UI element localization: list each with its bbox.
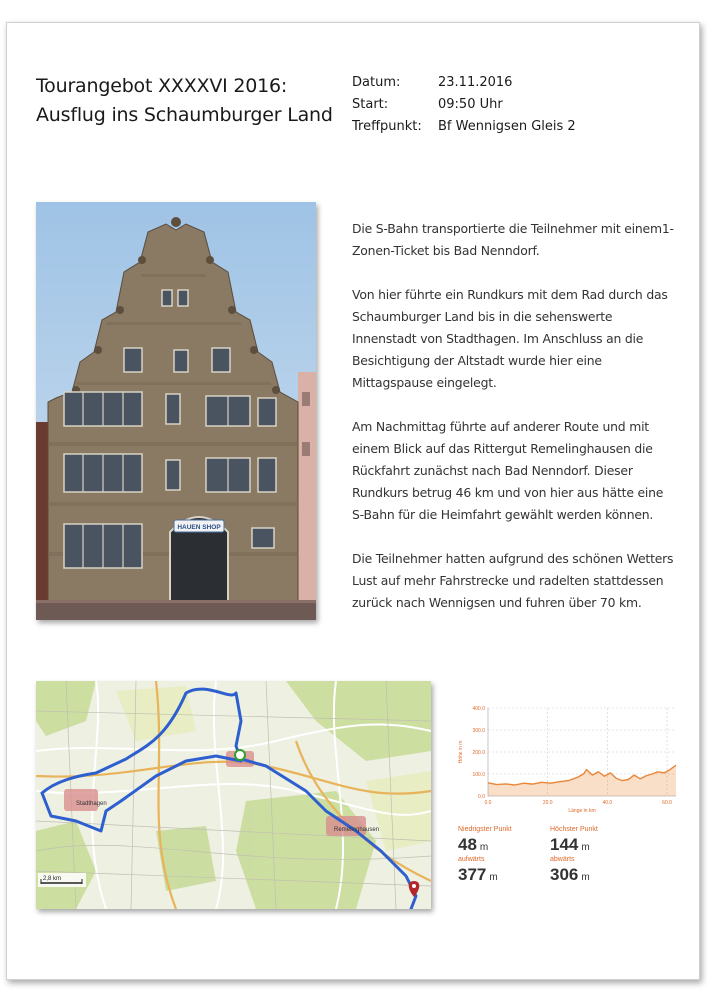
low-point-value: 48 m — [458, 835, 489, 854]
meta-value: 23.11.2016 — [438, 75, 513, 90]
paragraph: Von hier führte ein Rundkurs mit dem Rad durch das Schaumburger Land bis in die sehenswerte Innenstadt von Stadthagen. Im Anschluss an die Besichtigung der Altstadt wurde hier eine Mittagspause eingelegt. — [352, 287, 668, 390]
paragraph: Die Teilnehmer hatten aufgrund des schönen Wetters Lust auf mehr Fahrstrecke und radelten stattdessen zurück nach Wennigsen und fuhren über 70 km. — [352, 551, 674, 610]
meta-key: Start: — [352, 97, 389, 112]
high-point-value: 144 m — [550, 835, 590, 854]
tour-meta — [352, 72, 576, 138]
y-tick-label: 200.0 — [472, 750, 485, 756]
x-tick-label: 20.0 — [542, 800, 553, 806]
meta-row-meeting-point — [352, 116, 576, 138]
meta-row-start — [352, 94, 576, 116]
place-label: Stadthagen — [76, 801, 107, 807]
tour-description — [352, 218, 678, 636]
paragraph: Die S-Bahn transportierte die Teilnehmer mit einem1-Zonen-Ticket bis Bad Nenndorf. — [352, 221, 674, 258]
y-tick-label: 0.0 — [478, 794, 485, 800]
page-title — [36, 72, 333, 130]
scale-label: 2,8 km — [43, 876, 62, 882]
y-tick-label: 300.0 — [472, 728, 485, 734]
descent-label: abwärts — [550, 856, 575, 863]
elevation-area — [488, 765, 676, 796]
meta-value: 09:50 Uhr — [438, 97, 503, 112]
x-tick-label: 40.0 — [602, 800, 613, 806]
ascent-value: 377 m — [458, 865, 498, 884]
x-tick-label: 60.0 — [662, 800, 672, 806]
route-map — [36, 681, 431, 909]
meta-value: Bf Wennigsen Gleis 2 — [438, 119, 576, 134]
y-tick-label: 100.0 — [472, 772, 485, 778]
map-scale-bar — [38, 873, 86, 887]
low-point-label: Niedrigster Punkt — [458, 826, 512, 833]
ascent-label: aufwärts — [458, 856, 485, 863]
elevation-stats — [456, 826, 656, 896]
paragraph: Am Nachmittag führte auf anderer Route und mit einem Blick auf das Rittergut Remelinghausen die Rückfahrt zunächst nach Bad Nenndorf. Dieser Rundkurs betrug 46 km und von hier aus hätte eine S-Bahn für die Heimfahrt gewählt werden können. — [352, 419, 664, 522]
meta-row-date — [352, 72, 576, 94]
title-line-2: Ausflug ins Schaumburger Land — [36, 104, 333, 126]
y-axis-label: Höhe in m — [458, 740, 464, 764]
place-label: Remelinghausen — [334, 827, 380, 833]
shop-sign: HAUEN SHOP — [177, 524, 221, 531]
descent-value: 306 m — [550, 865, 590, 884]
x-axis-label: Länge in km — [568, 808, 596, 814]
meta-key: Treffpunkt: — [352, 119, 422, 134]
x-tick-label: 0.0 — [484, 800, 492, 806]
elevation-chart — [454, 700, 684, 820]
meta-key: Datum: — [352, 75, 401, 90]
y-tick-label: 400.0 — [472, 706, 485, 712]
title-line-1: Tourangebot XXXXVI 2016: — [36, 75, 288, 97]
building-photo — [36, 202, 316, 620]
high-point-label: Höchster Punkt — [550, 826, 598, 833]
